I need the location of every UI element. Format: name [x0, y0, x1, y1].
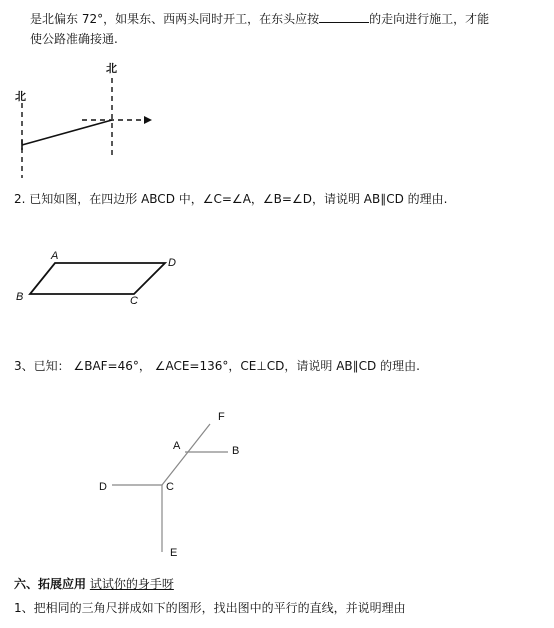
q3-figure: [99, 411, 239, 559]
q3-label-f: F: [218, 411, 225, 423]
q3-label-e: E: [170, 547, 178, 559]
q1-east-arrowhead: [144, 116, 152, 124]
q2-figure: [16, 250, 176, 307]
q3-label-b: B: [232, 445, 240, 457]
section6-heading: 六、拓展应用: [14, 577, 87, 591]
section6-subheading: 试试你的身手呀: [89, 577, 174, 591]
q2-label-a: A: [51, 250, 59, 262]
q1-north-label-right: 北: [106, 62, 117, 75]
q1-figure: [15, 62, 152, 178]
q1-line2: 使公路准确接通.: [30, 32, 118, 46]
section6-title: [14, 575, 174, 593]
q1-north-label-left: 北: [15, 90, 26, 103]
q1-road-line: [22, 120, 112, 145]
q2-label-d: D: [168, 257, 176, 269]
q3-line-af: [162, 424, 210, 485]
q1-line1-start: 是北偏东 72°，如果东、西两头同时开工，在东头应按: [30, 12, 320, 26]
q2-label-b: B: [16, 291, 24, 303]
q2-label-c: C: [130, 295, 138, 307]
q1-line1-end: 的走向进行施工，才能: [369, 12, 490, 26]
section6-q1: 1、把相同的三角尺拼成如下的图形，找出图中的平行的直线，并说明理由: [14, 601, 406, 615]
q3-text: 3、已知： ∠BAF=46°， ∠ACE=136°，CE⊥CD，请说明 AB∥CD 的理由.: [14, 359, 420, 373]
q3-label-c: C: [166, 481, 174, 493]
q2-text: 2. 已知如图，在四边形 ABCD 中，∠C=∠A，∠B=∠D，请说明 AB∥CD 的理由.: [14, 192, 448, 206]
q3-label-d: D: [99, 481, 107, 493]
q2-parallelogram: [30, 263, 165, 294]
q3-label-a: A: [173, 440, 181, 452]
